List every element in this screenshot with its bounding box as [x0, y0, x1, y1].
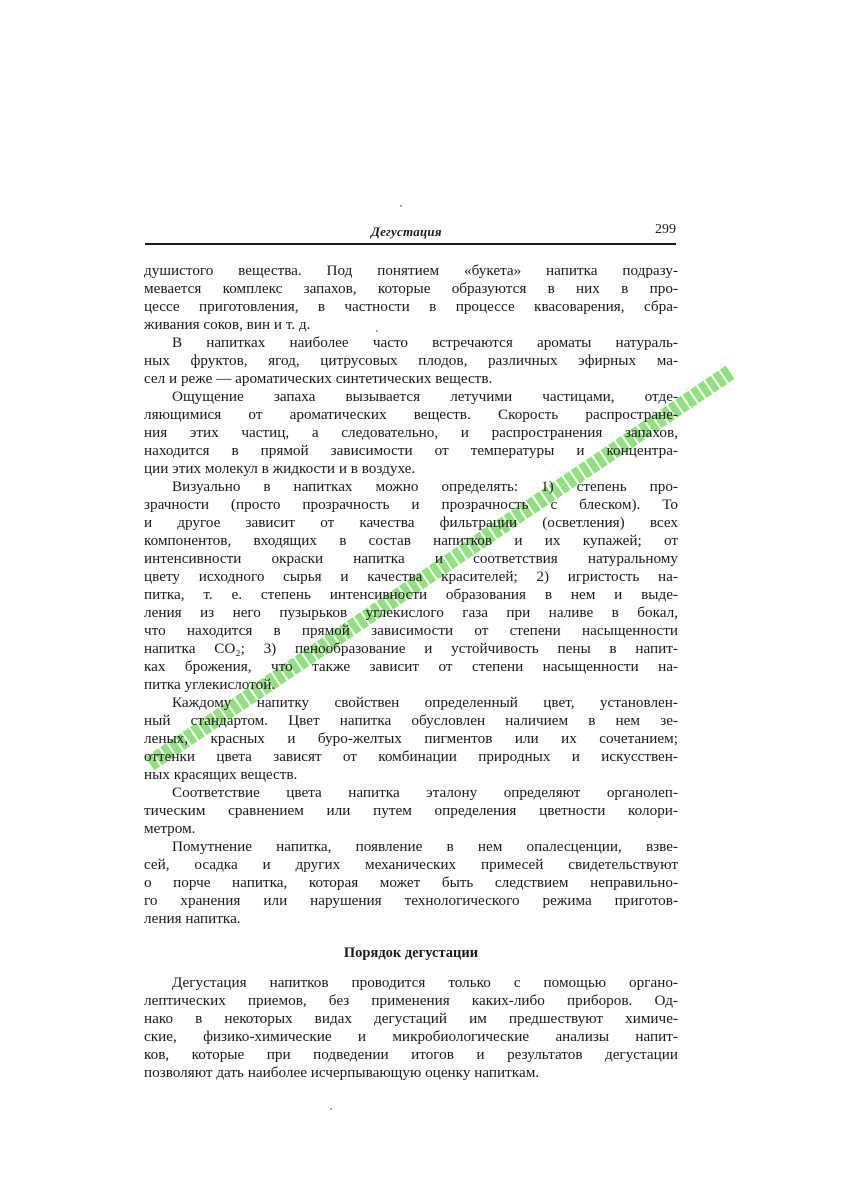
body-text	[144, 262, 678, 928]
text-line: тическим сравнением или путем определения цветности колори-	[144, 802, 678, 819]
text-line: ции этих молекул в жидкости и в воздухе.	[144, 460, 416, 477]
text-line: ляющимися от ароматических веществ. Скорость распростране-	[144, 406, 678, 423]
text-line: напитка CO₂; 3) пенообразование и устойчивость пены в напит-	[144, 640, 678, 657]
text-line: зрачности (просто прозрачность и прозрачность с блеском). То	[144, 496, 678, 513]
paragraph	[144, 694, 678, 784]
text-line: интенсивности окраски напитка и соответствия натуральному	[144, 550, 678, 567]
text-line: сей, осадка и других механических примесей свидетельствуют	[144, 856, 678, 873]
paragraph	[144, 784, 678, 838]
paragraph	[144, 478, 678, 694]
text-line: лептических приемов, без применения каких-либо приборов. Од-	[144, 992, 678, 1009]
paragraph	[144, 388, 678, 478]
text-line: леных, красных и буро-желтых пигментов или их сочетанием;	[144, 730, 678, 747]
text-line: и другое зависит от качества фильтрации (осветления) всех	[144, 514, 678, 531]
text-line: нако в некоторых видах дегустаций им предшествуют химиче-	[144, 1010, 678, 1027]
text-line: о порче напитка, которая может быть следствием неправильно-	[144, 874, 678, 891]
running-title: Дегустация	[371, 224, 442, 239]
text-line: находится в прямой зависимости от температуры и концентра-	[144, 442, 678, 459]
text-line: Дегустация напитков проводится только с помощью органо-	[172, 974, 678, 991]
text-line: ления напитка.	[144, 910, 241, 927]
text-line: оттенки цвета зависят от комбинации природных и искусствен-	[144, 748, 678, 765]
text-line: Ощущение запаха вызывается летучими частицами, отде-	[172, 388, 678, 405]
header-rule	[145, 243, 676, 245]
scan-speck	[376, 330, 378, 332]
text-line: сел и реже — ароматических синтетических веществ.	[144, 370, 493, 387]
scan-speck	[400, 205, 402, 207]
text-line: В напитках наиболее часто встречаются ароматы натураль-	[172, 334, 678, 351]
text-line: Соответствие цвета напитка эталону определяют органолеп-	[172, 784, 678, 801]
text-line: цессе приготовления, в частности в процессе квасоварения, сбра-	[144, 298, 678, 315]
text-line: ный стандартом. Цвет напитка обусловлен наличием в нем зе-	[144, 712, 678, 729]
scan-speck	[330, 1108, 332, 1110]
paragraph	[144, 334, 678, 388]
text-line: ков, которые при подведении итогов и результатов дегустации	[144, 1046, 678, 1063]
text-line: ления из него пузырьков углекислого газа при наливе в бокал,	[144, 604, 678, 621]
text-line: душистого вещества. Под понятием «букета» напитка подразу-	[144, 262, 678, 279]
text-line: что находится в прямой зависимости от степени насыщенности	[144, 622, 678, 639]
text-line: Каждому напитку свойствен определенный цвет, установлен-	[172, 694, 678, 711]
text-line: ных фруктов, ягод, цитрусовых плодов, различных эфирных ма-	[144, 352, 678, 369]
text-line: метром.	[144, 820, 196, 837]
running-header	[145, 222, 676, 244]
text-line: го хранения или нарушения технологического режима приготов-	[144, 892, 678, 909]
page-number: 299	[655, 222, 676, 237]
text-line: мевается комплекс запахов, которые образуются в них в про-	[144, 280, 678, 297]
text-line: ские, физико-химические и микробиологические анализы напит-	[144, 1028, 678, 1045]
text-line: ных красящих веществ.	[144, 766, 298, 783]
text-line: позволяют дать наиболее исчерпывающую оценку напиткам.	[144, 1064, 540, 1081]
paragraph	[144, 262, 678, 334]
text-line: цвету исходного сырья и качества красителей; 2) игристость на-	[144, 568, 678, 585]
text-line: питка углекислотой.	[144, 676, 276, 693]
text-line: питка, т. е. степень интенсивности образования в нем и выде-	[144, 586, 678, 603]
text-line: Помутнение напитка, появление в нем опалесценции, взве-	[172, 838, 678, 855]
paragraph	[144, 838, 678, 928]
text-line: живания соков, вин и т. д.	[144, 316, 311, 333]
section-text	[144, 974, 678, 1082]
text-line: ния этих частиц, а следовательно, и распространения запахов,	[144, 424, 678, 441]
text-line: ках брожения, что также зависит от степени насыщенности на-	[144, 658, 678, 675]
text-line: Визуально в напитках можно определять: 1) степень про-	[172, 478, 678, 495]
section-heading: Порядок дегустации	[343, 945, 479, 961]
text-line: компонентов, входящих в состав напитков и их купажей; от	[144, 532, 678, 549]
